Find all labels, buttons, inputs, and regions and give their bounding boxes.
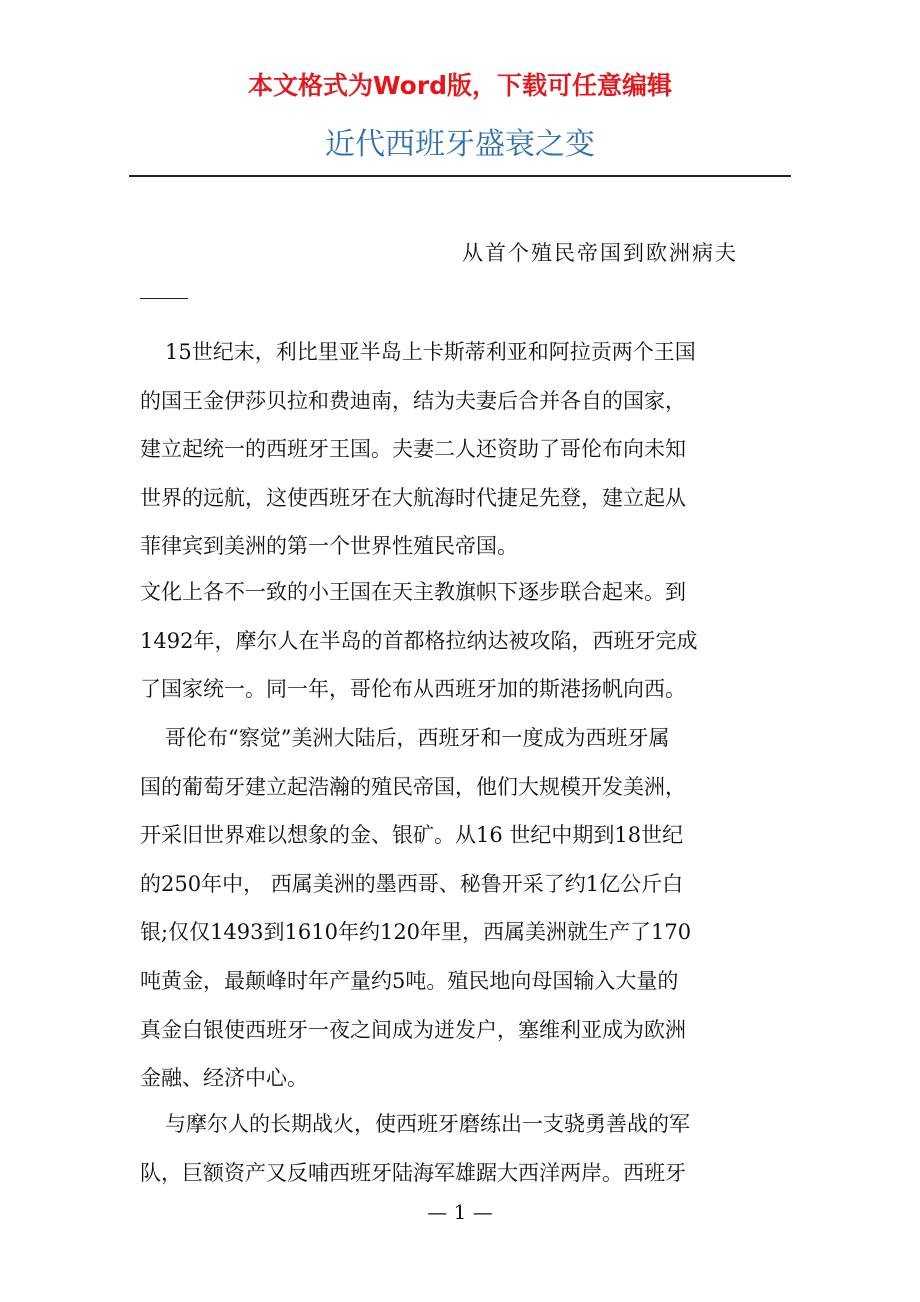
title-divider [129, 175, 791, 177]
page-number: — 1 — [427, 1200, 493, 1224]
subtitle-dash [140, 298, 188, 299]
paragraph-line: 与摩尔人的长期战火，使西班牙磨练出一支骁勇善战的军 [165, 1112, 690, 1136]
paragraph-line: 15世纪末，利比里亚半岛上卡斯蒂利亚和阿拉贡两个王国 [165, 340, 696, 364]
paragraph-1 [140, 328, 790, 571]
paragraph-line: 菲律宾到美洲的第一个世界性殖民帝国。 [140, 534, 518, 559]
paragraph-line: 哥伦布“察觉”美洲大陆后，西班牙和一度成为西班牙属 [165, 726, 670, 750]
paragraph-line: 建立起统一的西班牙王国。夫妻二人还资助了哥伦布向未知 [140, 437, 686, 462]
paragraph-line: 金融、经济中心。 [140, 1066, 308, 1091]
paragraph-line: 文化上各不一致的小王国在天主教旗帜下逐步联合起来。到 [140, 580, 686, 604]
paragraph-4 [140, 1100, 790, 1197]
paragraph-line: 了国家统一。同一年，哥伦布从西班牙加的斯港扬帆向西。 [140, 677, 686, 702]
paragraph-line: 银;仅仅1493到1610年约120年里，西属美洲就生产了170 [140, 920, 692, 945]
document-subtitle: 从首个殖民帝国到欧洲病夫 [462, 241, 738, 265]
paragraph-3 [140, 714, 790, 1103]
paragraph-line: 的250年中， 西属美洲的墨西哥、秘鲁开采了约1亿公斤白 [140, 871, 684, 896]
paragraph-line: 吨黄金，最颠峰时年产量约5吨。殖民地向母国输入大量的 [140, 968, 679, 993]
paragraph-2 [140, 568, 790, 714]
paragraph-line: 开采旧世界难以想象的金、银矿。从16 世纪中期到18世纪 [140, 823, 684, 848]
paragraph-line: 真金白银使西班牙一夜之间成为迸发户，塞维利亚成为欧洲 [140, 1017, 686, 1042]
paragraph-line: 队，巨额资产又反哺西班牙陆海军雄踞大西洋两岸。西班牙 [140, 1160, 686, 1185]
paragraph-line: 国的葡萄牙建立起浩瀚的殖民帝国，他们大规模开发美洲， [140, 774, 686, 799]
format-notice-banner: 本文格式为Word版，下载可任意编辑 [247, 71, 673, 100]
paragraph-line: 世界的远航，这使西班牙在大航海时代捷足先登，建立起从 [140, 485, 686, 510]
paragraph-line: 1492年，摩尔人在半岛的首都格拉纳达被攻陷，西班牙完成 [140, 628, 698, 653]
document-title: 近代西班牙盛衰之变 [325, 127, 595, 162]
paragraph-line: 的国王金伊莎贝拉和费迪南，结为夫妻后合并各自的国家， [140, 388, 686, 413]
